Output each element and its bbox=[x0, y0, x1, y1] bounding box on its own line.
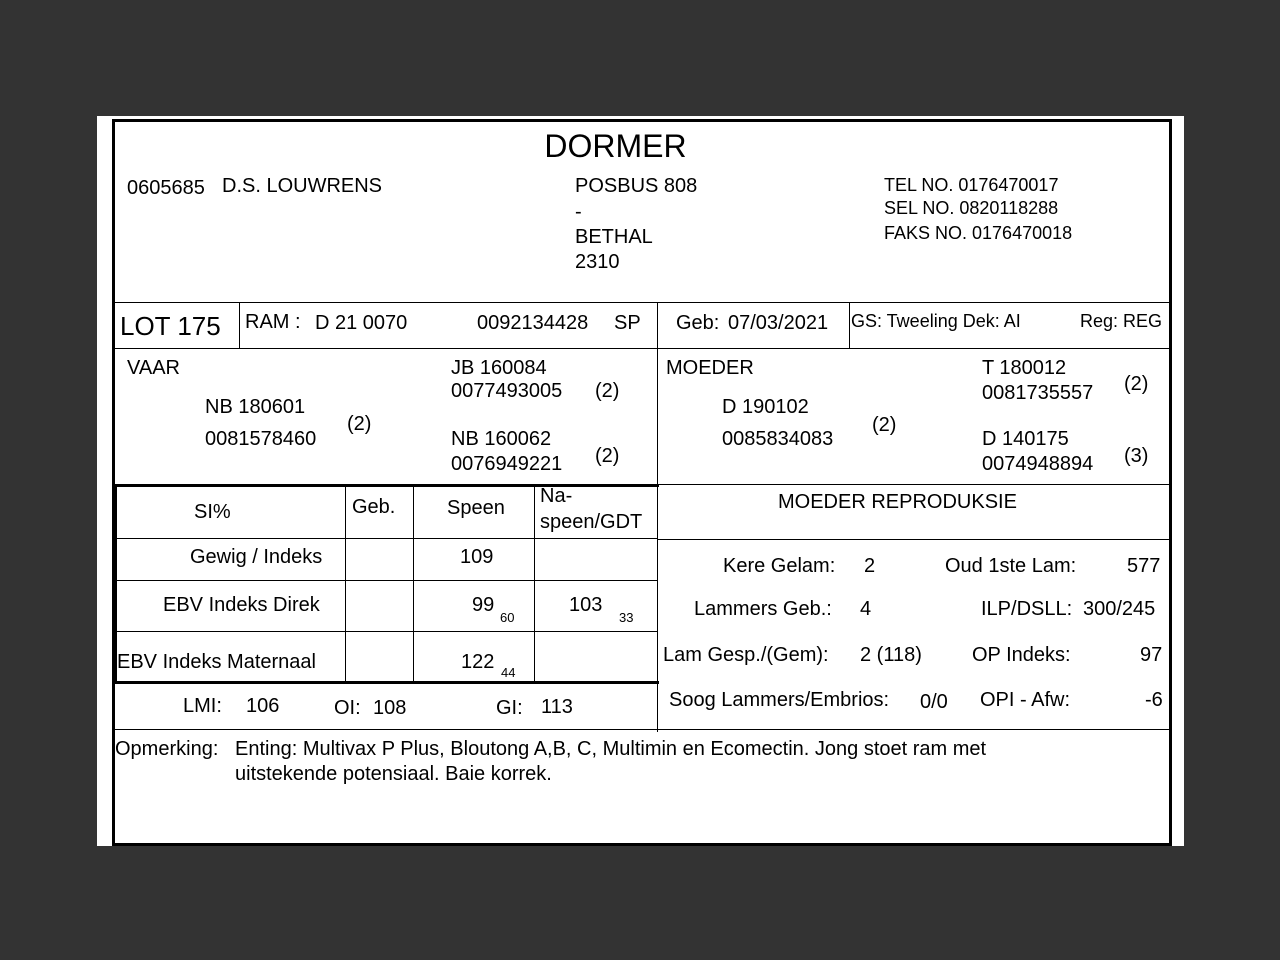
divider bbox=[413, 484, 414, 682]
dam-dam-id: D 140175 bbox=[982, 428, 1069, 450]
gi-label: GI: bbox=[496, 697, 523, 719]
gesp-value: 2 (118) bbox=[860, 644, 922, 666]
divider bbox=[114, 302, 1170, 303]
faks-no: FAKS NO. 0176470018 bbox=[884, 223, 1073, 243]
op-value: 97 bbox=[1140, 644, 1163, 666]
lot-number: LOT 175 bbox=[120, 311, 221, 341]
speen-value: 99 bbox=[472, 594, 495, 616]
kere-value: 2 bbox=[864, 555, 876, 577]
geb-header: Geb. bbox=[352, 496, 396, 518]
gs-info: GS: Tweeling Dek: AI bbox=[851, 311, 1021, 331]
frame-top bbox=[112, 119, 1172, 122]
dam-sire-id: T 180012 bbox=[982, 357, 1067, 379]
ilp-label: ILP/DSLL: bbox=[981, 598, 1073, 620]
oi-label: OI: bbox=[334, 697, 361, 719]
op-label: OP Indeks: bbox=[972, 644, 1071, 666]
si-table-border-top bbox=[114, 484, 659, 487]
speen-accuracy: 44 bbox=[501, 665, 516, 680]
address-line-1: POSBUS 808 bbox=[575, 175, 698, 197]
sire-id: NB 180601 bbox=[205, 396, 306, 418]
lmi-value: 106 bbox=[246, 695, 280, 717]
naspeen-accuracy: 33 bbox=[619, 610, 634, 625]
dam-grade: (2) bbox=[872, 414, 897, 436]
remark-line-1: Enting: Multivax P Plus, Bloutong A,B, C, Multimin en Ecomectin. Jong stoet ram met bbox=[235, 738, 987, 760]
lammers-label: Lammers Geb.: bbox=[694, 598, 832, 620]
sire-sire-id: JB 160084 bbox=[451, 357, 547, 379]
address-line-2: - bbox=[575, 201, 582, 223]
reg-status: Reg: REG bbox=[1080, 311, 1163, 331]
speen-value: 109 bbox=[460, 546, 494, 568]
address-line-3: BETHAL bbox=[575, 226, 653, 248]
divider bbox=[345, 484, 346, 682]
frame-left bbox=[112, 119, 115, 846]
divider bbox=[657, 484, 658, 732]
opi-value: -6 bbox=[1145, 689, 1163, 711]
dam-dam-reg-no: 0074948894 bbox=[982, 453, 1094, 475]
sire-dam-reg-no: 0076949221 bbox=[451, 453, 563, 475]
speen-accuracy: 60 bbox=[500, 610, 515, 625]
oi-value: 108 bbox=[373, 697, 407, 719]
sire-grade: (2) bbox=[347, 413, 372, 435]
dam-dam-grade: (3) bbox=[1124, 445, 1149, 467]
sire-sire-grade: (2) bbox=[595, 380, 620, 402]
dam-reg-no: 0085834083 bbox=[722, 428, 834, 450]
ram-label: RAM : bbox=[245, 311, 301, 333]
naspeen-header-line2: speen/GDT bbox=[540, 511, 643, 533]
lot-card bbox=[97, 116, 1184, 846]
speen-header: Speen bbox=[447, 497, 505, 519]
lmi-label: LMI: bbox=[183, 695, 222, 717]
dam-label: MOEDER bbox=[666, 357, 754, 379]
divider bbox=[849, 302, 850, 348]
tel-no: TEL NO. 0176470017 bbox=[884, 175, 1059, 195]
sire-label: VAAR bbox=[127, 357, 180, 379]
lammers-value: 4 bbox=[860, 598, 872, 620]
frame-bottom bbox=[112, 843, 1172, 846]
sire-dam-id: NB 160062 bbox=[451, 428, 552, 450]
oud-label: Oud 1ste Lam: bbox=[945, 555, 1077, 577]
divider bbox=[114, 580, 657, 581]
frame-right bbox=[1169, 119, 1172, 846]
soog-label: Soog Lammers/Embrios: bbox=[669, 689, 890, 711]
address-line-4: 2310 bbox=[575, 251, 620, 273]
oud-value: 577 bbox=[1127, 555, 1161, 577]
gi-value: 113 bbox=[541, 696, 573, 718]
reproduction-title: MOEDER REPRODUKSIE bbox=[778, 491, 1017, 513]
ram-code: SP bbox=[614, 312, 641, 334]
si-header: SI% bbox=[194, 501, 231, 523]
breed-title: DORMER bbox=[544, 128, 687, 164]
breeder-id: 0605685 bbox=[127, 177, 205, 199]
divider bbox=[534, 484, 535, 682]
divider bbox=[114, 729, 1170, 730]
sire-reg-no: 0081578460 bbox=[205, 428, 317, 450]
remark-label: Opmerking: bbox=[115, 738, 219, 760]
kere-label: Kere Gelam: bbox=[723, 555, 836, 577]
birth-date: 07/03/2021 bbox=[728, 312, 829, 334]
dam-sire-reg-no: 0081735557 bbox=[982, 382, 1094, 404]
soog-value: 0/0 bbox=[920, 691, 948, 713]
breeder-name: D.S. LOUWRENS bbox=[222, 175, 383, 197]
opi-label: OPI - Afw: bbox=[980, 689, 1071, 711]
row-label: EBV Indeks Direk bbox=[163, 594, 320, 616]
divider bbox=[657, 539, 1170, 540]
dam-sire-grade: (2) bbox=[1124, 373, 1149, 395]
ilp-value: 300/245 bbox=[1083, 598, 1156, 620]
divider bbox=[657, 302, 658, 484]
row-label: Gewig / Indeks bbox=[190, 546, 323, 568]
birth-label: Geb: bbox=[676, 312, 720, 334]
si-table-border-bottom bbox=[114, 681, 659, 684]
sire-sire-reg-no: 0077493005 bbox=[451, 380, 563, 402]
row-label: EBV Indeks Maternaal bbox=[117, 651, 316, 673]
sire-dam-grade: (2) bbox=[595, 445, 620, 467]
speen-value: 122 bbox=[461, 651, 495, 673]
naspeen-header-line1: Na- bbox=[540, 485, 573, 507]
dam-id: D 190102 bbox=[722, 396, 809, 418]
divider bbox=[114, 538, 657, 539]
ram-id: D 21 0070 bbox=[315, 312, 408, 334]
gesp-label: Lam Gesp./(Gem): bbox=[663, 644, 829, 666]
divider bbox=[114, 631, 657, 632]
sel-no: SEL NO. 0820118288 bbox=[884, 198, 1059, 218]
divider bbox=[114, 348, 1170, 349]
naspeen-value: 103 bbox=[569, 594, 603, 616]
remark-line-2: uitstekende potensiaal. Baie korrek. bbox=[235, 763, 552, 785]
ram-reg-no: 0092134428 bbox=[477, 312, 589, 334]
divider bbox=[239, 302, 240, 348]
